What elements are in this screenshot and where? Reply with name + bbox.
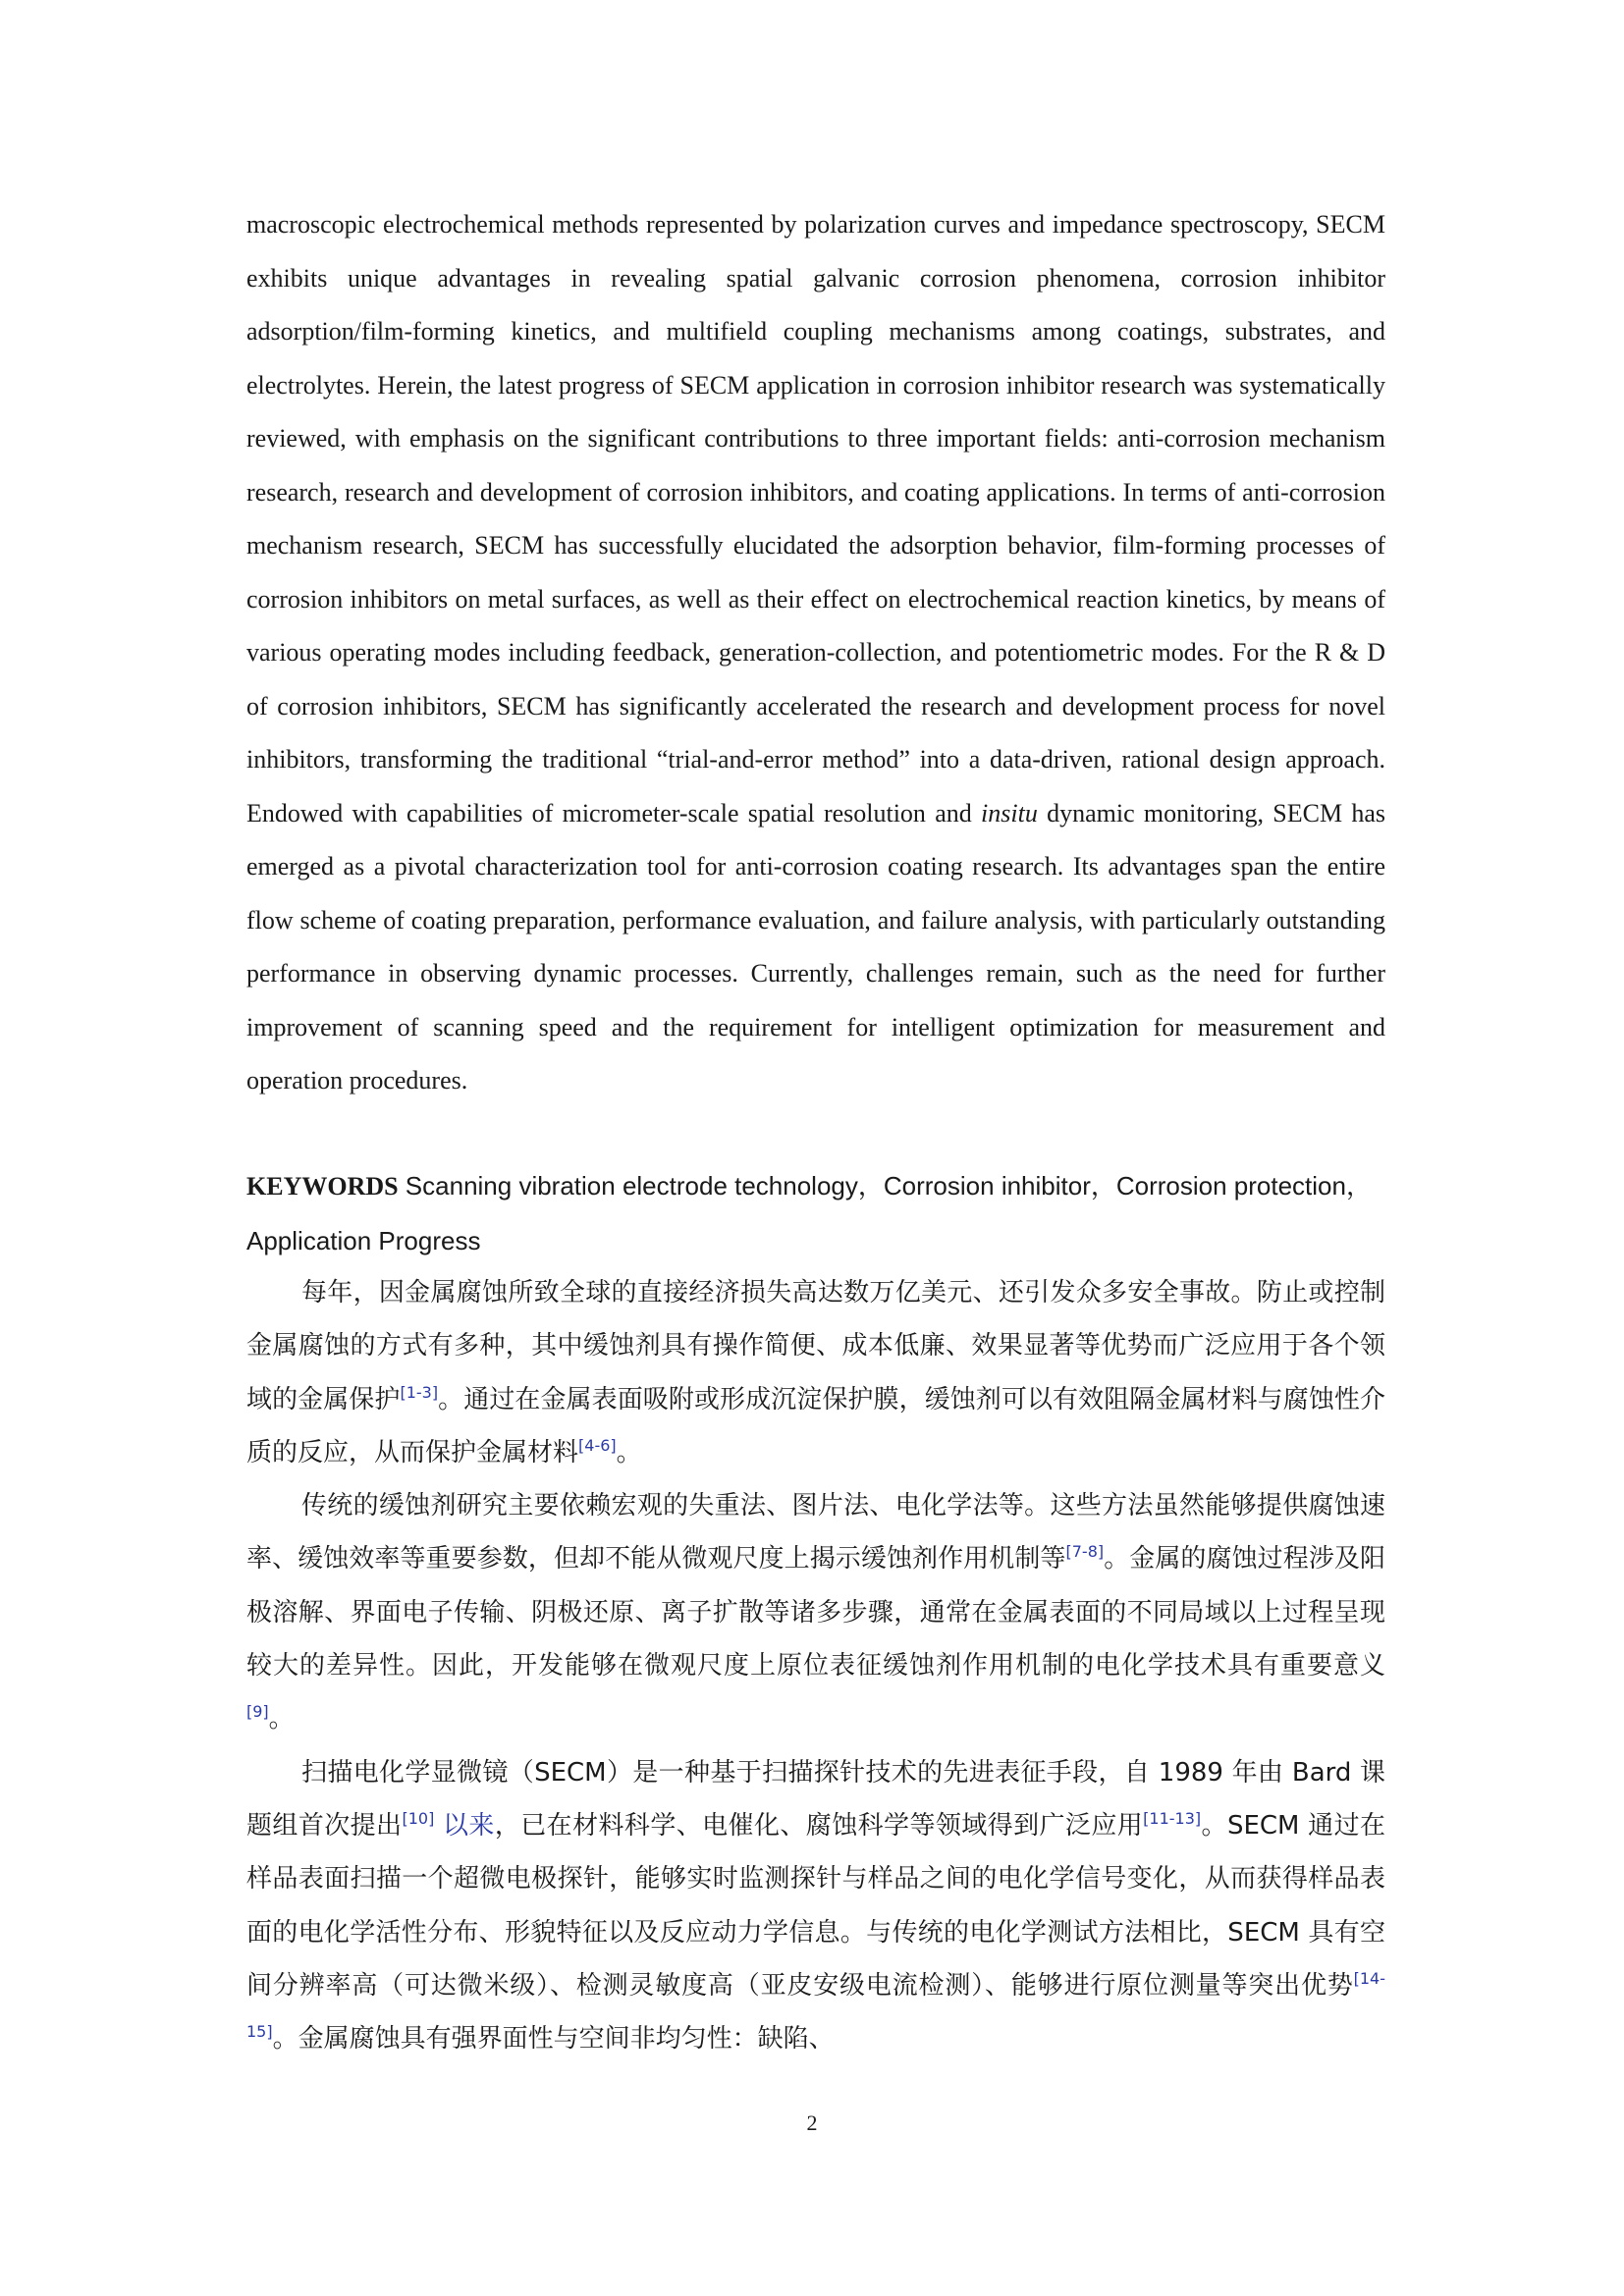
citation-link[interactable]: [7-8]	[1065, 1542, 1105, 1562]
chinese-body	[246, 1266, 1385, 2065]
paragraph-2-text-c: 。	[268, 1704, 295, 1735]
paragraph-3-text-c: 。SECM 通过在样品表面扫描一个超微电极探针，能够实时监测探针与样品之间的电化学信号变化，从而获得样品表面的电化学活性分布、形貌特征以及反应动力学信息。与传统的电化学测试方法相比，SECM 具有空间分辨率高（可达微米级）、检测灵敏度高（亚皮安级电流检测）、能够进行原位测量等突出优势	[246, 1810, 1385, 2001]
page-number: 2	[806, 2110, 818, 2135]
paragraph-2	[246, 1479, 1385, 1745]
abstract-italic-term: insitu	[981, 798, 1038, 828]
keywords-line	[246, 1159, 1385, 1267]
paragraph-3-text-b: ，已在材料科学、电催化、腐蚀科学等领域得到广泛应用	[494, 1810, 1144, 1841]
paragraph-1-text-a: 每年，因金属腐蚀所致全球的直接经济损失高达数万亿美元、还引发众多安全事故。防止或控制金属腐蚀的方式有多种，其中缓蚀剂具有操作简便、成本低廉、效果显著等优势而广泛应用于各个领域的金属保护	[246, 1278, 1385, 1415]
paragraph-2-text-b: 。金属的腐蚀过程涉及阳极溶解、界面电子传输、阴极还原、离子扩散等诸多步骤，通常在金属表面的不同局域以上过程呈现较大的差异性。因此，开发能够在微观尺度上原位表征缓蚀剂作用机制的电化学技术具有重要意义	[246, 1544, 1385, 1682]
citation-link[interactable]: [9]	[246, 1702, 269, 1722]
citation-link[interactable]: [10]	[402, 1808, 435, 1828]
paragraph-1-text-c: 。	[616, 1437, 642, 1468]
paragraph-2-text-a: 传统的缓蚀剂研究主要依赖宏观的失重法、图片法、电化学法等。这些方法虽然能够提供腐蚀速率、缓蚀效率等重要参数，但却不能从微观尺度上揭示缓蚀剂作用机制等	[246, 1491, 1385, 1575]
citation-link[interactable]: [11-13]	[1143, 1808, 1202, 1828]
citation-link[interactable]: [14-15]	[246, 1968, 1385, 2042]
paragraph-1-text-b: 。通过在金属表面吸附或形成沉淀保护膜，缓蚀剂可以有效阻隔金属材料与腐蚀性介质的反应，从而保护金属材料	[246, 1384, 1385, 1468]
keywords-label: KEYWORDS	[246, 1172, 399, 1201]
paragraph-3-text-d: 。金属腐蚀具有强界面性与空间非均匀性：缺陷、	[272, 2024, 835, 2055]
paragraph-1	[246, 1266, 1385, 1479]
english-abstract	[246, 198, 1385, 1108]
paragraph-3	[246, 1746, 1385, 2066]
citation-link[interactable]: [4-6]	[578, 1435, 617, 1455]
keywords-text: Scanning vibration electrode technology，Corrosion inhibitor，Corrosion protection，Application Progress	[246, 1171, 1372, 1255]
citation-link[interactable]: [1-3]	[400, 1382, 439, 1402]
abstract-text-part2: dynamic monitoring, SECM has emerged as a pivotal characterization tool for anti-corrosion coating research. Its advantages span the entire flow scheme of coating preparation, performance evaluation, and failure analysis, with particularly outstanding performance in observing dynamic processes. Currently, challenges remain, such as the need for further improvement of scanning speed and the requirement for intelligent optimization for measurement and operation procedures.	[246, 798, 1385, 1095]
abstract-text-part1: macroscopic electrochemical methods represented by polarization curves and impedance spectroscopy, SECM exhibits unique advantages in revealing spatial galvanic corrosion phenomena, corrosion inhibitor adsorption/film-forming kinetics, and multifield coupling mechanisms among coatings, substrates, and electrolytes. Herein, the latest progress of SECM application in corrosion inhibitor research was systematically reviewed, with emphasis on the significant contributions to three important fields: anti-corrosion mechanism research, research and development of corrosion inhibitors, and coating applications. In terms of anti-corrosion mechanism research, SECM has successfully elucidated the adsorption behavior, film-forming processes of corrosion inhibitors on metal surfaces, as well as their effect on electrochemical reaction kinetics, by means of various operating modes including feedback, generation-collection, and potentiometric modes. For the R & D of corrosion inhibitors, SECM has significantly accelerated the research and development process for novel inhibitors, transforming the traditional “trial-and-error method” into a data-driven, rational design approach. Endowed with capabilities of micrometer-scale spatial resolution and	[246, 210, 1385, 828]
paragraph-3-text-a: 扫描电化学显微镜（SECM）是一种基于扫描探针技术的先进表征手段，自 1989 年由 Bard 课题组首次提出	[246, 1757, 1385, 1841]
hyperlink-text[interactable]: 以来	[434, 1810, 495, 1841]
